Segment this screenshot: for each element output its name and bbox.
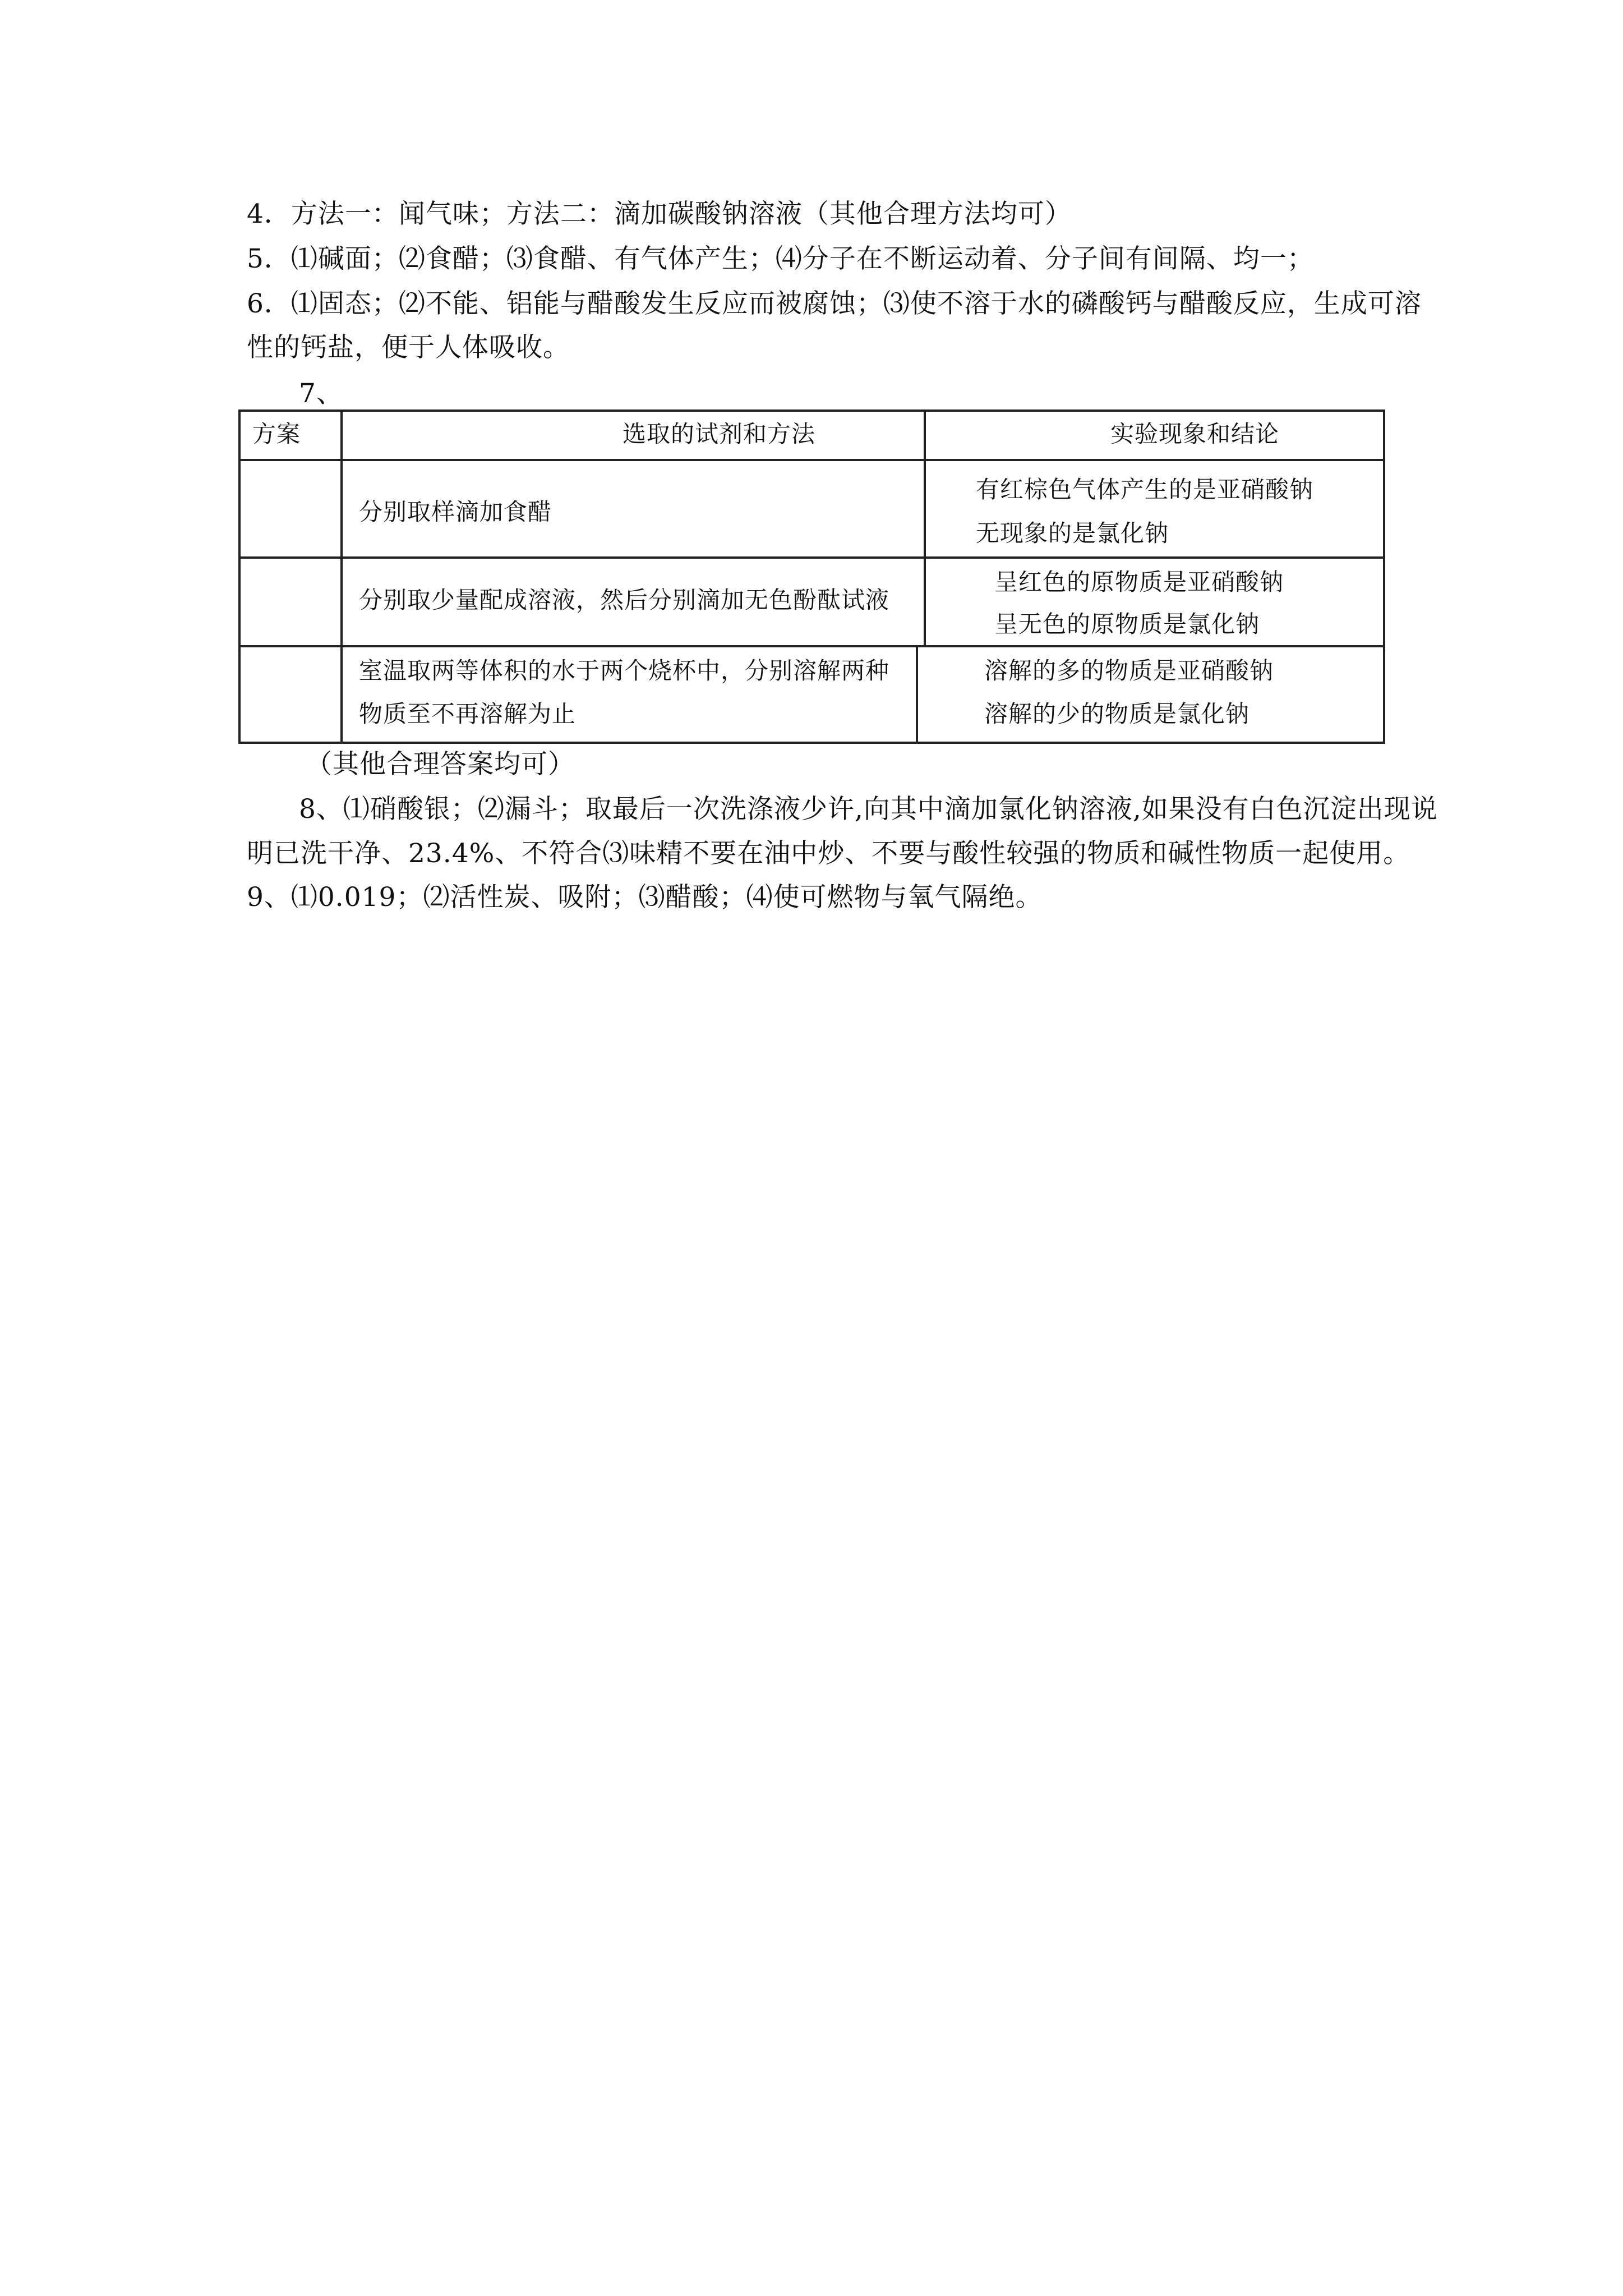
answer-8-line-2: 明已洗干净、23.4%、不符合⑶味精不要在油中炒、不要与酸性较强的物质和碱性物质一起使用。	[247, 838, 1410, 869]
answer-6-line-2: 性的钙盐，便于人体吸收。	[247, 332, 570, 363]
header-result: 实验现象和结论	[1110, 420, 1280, 448]
table-rule-top	[238, 409, 1385, 412]
table-rule-left	[238, 409, 241, 744]
row1-method: 分别取样滴加食醋	[359, 498, 552, 526]
row1-result-1: 有红棕色气体产生的是亚硝酸钠	[976, 476, 1314, 503]
experiment-table	[238, 409, 1385, 746]
table-rule-bottom	[238, 742, 1385, 744]
row2-method: 分别取少量配成溶液，然后分别滴加无色酚酞试液	[359, 586, 890, 614]
answer-7-note: （其他合理答案均可）	[306, 749, 575, 780]
answer-6-line-1: 6．⑴固态；⑵不能、铝能与醋酸发生反应而被腐蚀；⑶使不溶于水的磷酸钙与醋酸反应，生成可溶	[247, 288, 1422, 319]
header-method: 选取的试剂和方法	[623, 420, 816, 448]
row3-result-1: 溶解的多的物质是亚硝酸钠	[984, 657, 1274, 684]
row3-method-2: 物质至不再溶解为止	[359, 700, 577, 728]
row2-result-1: 呈红色的原物质是亚硝酸钠	[994, 568, 1284, 596]
row2-result-2: 呈无色的原物质是氯化钠	[994, 610, 1260, 638]
table-rule-col2-lower	[916, 645, 918, 744]
table-rule-right	[1383, 409, 1385, 744]
row3-method-1: 室温取两等体积的水于两个烧杯中，分别溶解两种	[359, 657, 890, 684]
table-rule-col1	[340, 409, 343, 744]
answer-5: 5．⑴碱面；⑵食醋；⑶食醋、有气体产生；⑷分子在不断运动着、分子间有间隔、均一；	[247, 243, 1314, 274]
table-rule-col2-upper	[924, 409, 926, 647]
row1-result-2: 无现象的是氯化钠	[976, 519, 1169, 547]
row3-result-2: 溶解的少的物质是氯化钠	[984, 700, 1250, 728]
table-rule-row1	[238, 556, 1385, 559]
answer-9: 9、⑴0.019；⑵活性炭、吸附；⑶醋酸；⑷使可燃物与氧气隔绝。	[247, 882, 1043, 913]
answer-4: 4．方法一：闻气味；方法二：滴加碳酸钠溶液（其他合理方法均可）	[247, 199, 1072, 229]
header-scheme: 方案	[252, 420, 301, 448]
answer-7-label: 7、	[299, 378, 343, 409]
answer-8-line-1: 8、⑴硝酸银；⑵漏斗；取最后一次洗涤液少许,向其中滴加氯化钠溶液,如果没有白色沉淀出现说	[299, 794, 1438, 825]
table-rule-header	[238, 459, 1385, 461]
